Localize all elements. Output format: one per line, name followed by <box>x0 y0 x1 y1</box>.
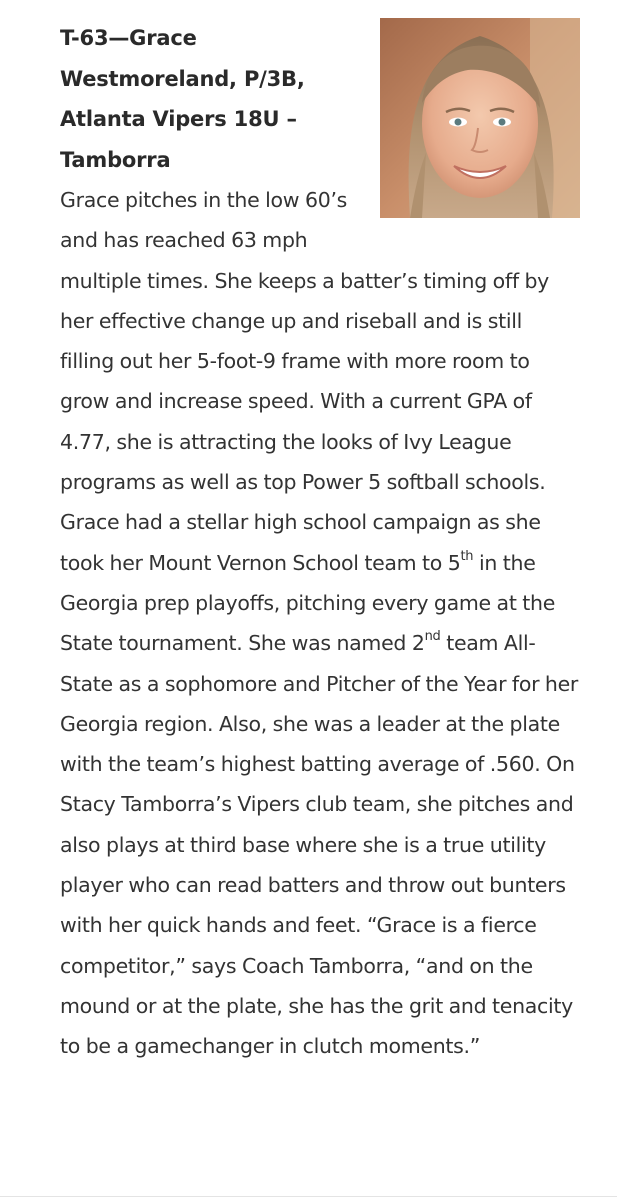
body-text-part-3: team All-State as a sophomore and Pitcher of the Year for her Georgia region. Also, she was a leader at the plate with the team’s highest batting average of .560. On Stacy Tamborra’s Vipers club team, she pitches and also plays at third base where she is a true utility player who can read batters and throw out bunters with her quick hands and feet. “Grace is a fierce competitor,” says Coach Tamborra, “and on the mound or at the plate, she has the grit and tenacity to be a gamechanger in clutch moments.” <box>60 631 579 1059</box>
player-photo <box>380 18 580 218</box>
ordinal-superscript-1: th <box>460 548 474 564</box>
article-headline: T-63—Grace Westmoreland, P/3B, Atlanta Vipers 18U – Tamborra <box>60 26 305 172</box>
article <box>60 18 580 1067</box>
body-text-part-2: in the Georgia prep playoffs, pitching every game at the State tournament. She was named 2 <box>60 550 556 656</box>
article-body <box>60 180 580 1067</box>
player-portrait-image <box>380 18 580 218</box>
body-text-part-1: Grace pitches in the low 60’s and has reached 63 mph multiple times. She keeps a batter’s timing off by her effective change up and riseball and is still filling out her 5-foot-9 frame with more room to grow and increase speed. With a current GPA of 4.77, she is attracting the looks of Ivy League programs as well as top Power 5 softball schools. Grace had a stellar high school campaign as she took her Mount Vernon School team to 5 <box>60 188 550 575</box>
bottom-divider <box>0 1196 617 1197</box>
ordinal-superscript-2: nd <box>424 629 441 645</box>
